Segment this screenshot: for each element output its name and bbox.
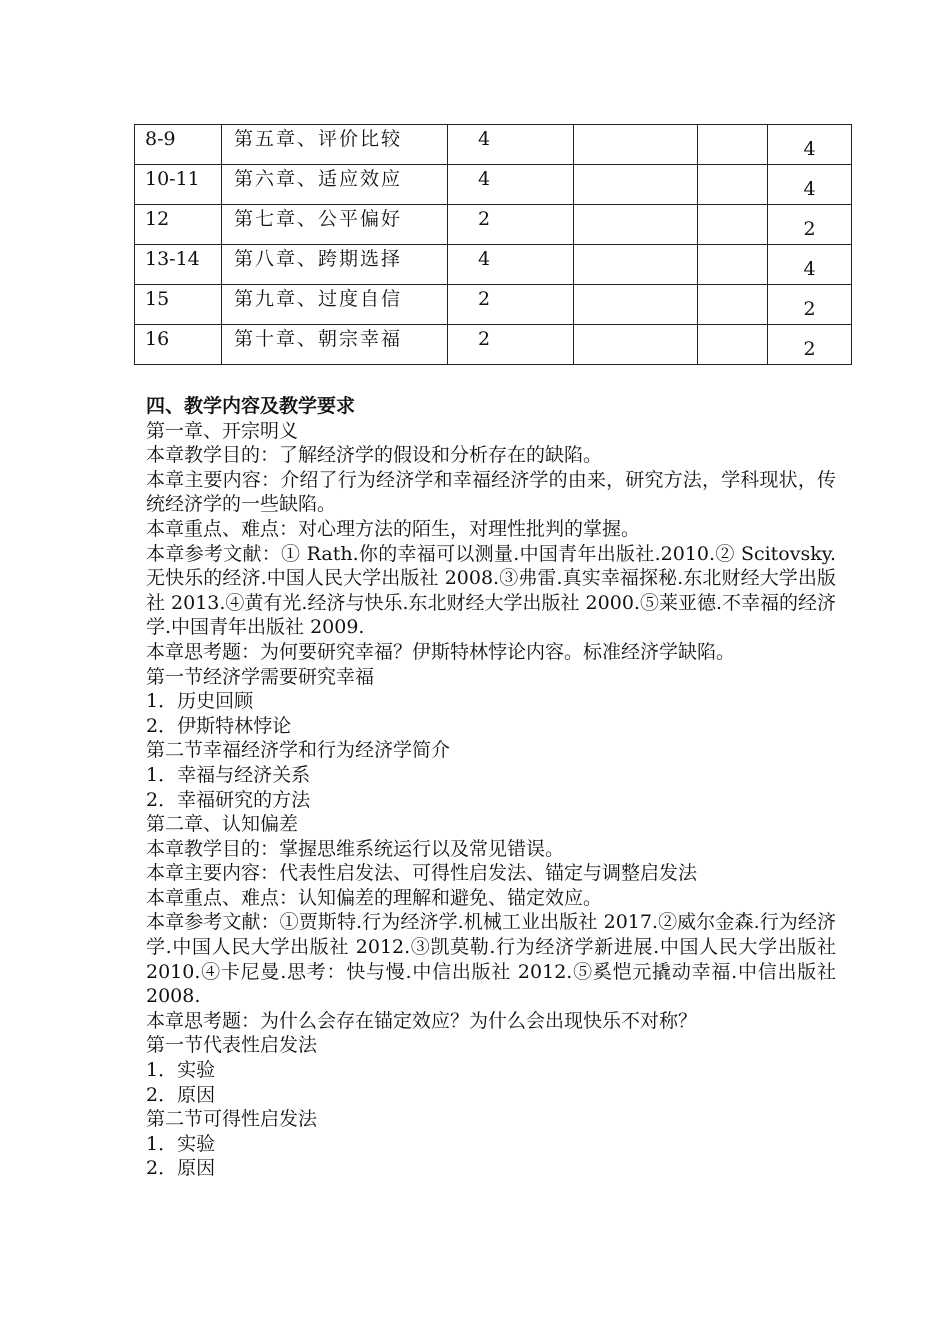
table-row bbox=[135, 205, 852, 245]
hours-cell: 4 bbox=[448, 125, 574, 165]
hours-cell: 4 bbox=[448, 165, 574, 205]
list-item: 1．历史回顾 bbox=[146, 690, 254, 713]
list-item: 2．原因 bbox=[146, 1157, 216, 1180]
empty-cell bbox=[574, 205, 698, 245]
teaching-objective: 本章教学目的：了解经济学的假设和分析存在的缺陷。 bbox=[146, 444, 603, 467]
total-cell: 4 bbox=[768, 245, 852, 285]
table-row bbox=[135, 125, 852, 165]
empty-cell bbox=[698, 125, 768, 165]
total-cell: 4 bbox=[768, 165, 852, 205]
week-cell: 8-9 bbox=[135, 125, 222, 165]
empty-cell bbox=[698, 285, 768, 325]
chapter-cell: 第五章、评价比较 bbox=[222, 125, 448, 165]
week-cell: 15 bbox=[135, 285, 222, 325]
subsection-title: 第二节幸福经济学和行为经济学简介 bbox=[146, 739, 451, 762]
hours-cell: 2 bbox=[448, 205, 574, 245]
table-row bbox=[135, 245, 852, 285]
key-points: 本章重点、难点：对心理方法的陌生，对理性批判的掌握。 bbox=[146, 517, 641, 540]
chapter-title: 第二章、认知偏差 bbox=[146, 813, 299, 836]
table-row bbox=[135, 165, 852, 205]
hours-cell: 4 bbox=[448, 245, 574, 285]
list-item: 2．伊斯特林悖论 bbox=[146, 714, 292, 737]
chapter-cell: 第九章、过度自信 bbox=[222, 285, 448, 325]
total-cell: 2 bbox=[768, 285, 852, 325]
empty-cell bbox=[574, 285, 698, 325]
teaching-objective: 本章教学目的：掌握思维系统运行以及常见错误。 bbox=[146, 837, 565, 860]
empty-cell bbox=[574, 125, 698, 165]
chapter-title: 第一章、开宗明义 bbox=[146, 419, 299, 442]
total-cell: 2 bbox=[768, 205, 852, 245]
hours-cell: 2 bbox=[448, 325, 574, 365]
main-content: 本章主要内容：介绍了行为经济学和幸福经济学的由来，研究方法，学科现状，传统经济学的一些缺陷。 bbox=[146, 468, 836, 516]
list-item: 1．实验 bbox=[146, 1059, 216, 1082]
discussion-questions: 本章思考题：为何要研究幸福？伊斯特林悖论内容。标准经济学缺陷。 bbox=[146, 640, 736, 663]
list-item: 1．幸福与经济关系 bbox=[146, 763, 311, 786]
empty-cell bbox=[698, 245, 768, 285]
empty-cell bbox=[698, 205, 768, 245]
chapter-cell: 第六章、适应效应 bbox=[222, 165, 448, 205]
section-heading: 四、教学内容及教学要求 bbox=[146, 395, 356, 417]
teaching-content bbox=[146, 394, 836, 1181]
total-cell: 4 bbox=[768, 125, 852, 165]
empty-cell bbox=[574, 165, 698, 205]
chapter-cell: 第八章、跨期选择 bbox=[222, 245, 448, 285]
table-row bbox=[135, 325, 852, 365]
subsection-title: 第一节经济学需要研究幸福 bbox=[146, 665, 375, 688]
main-content: 本章主要内容：代表性启发法、可得性启发法、锚定与调整启发法 bbox=[146, 862, 698, 885]
subsection-title: 第二节可得性启发法 bbox=[146, 1108, 318, 1131]
table-row bbox=[135, 285, 852, 325]
chapter-cell: 第七章、公平偏好 bbox=[222, 205, 448, 245]
total-cell: 2 bbox=[768, 325, 852, 365]
list-item: 2．原因 bbox=[146, 1083, 216, 1106]
subsection-title: 第一节代表性启发法 bbox=[146, 1034, 318, 1057]
hours-cell: 2 bbox=[448, 285, 574, 325]
list-item: 1．实验 bbox=[146, 1132, 216, 1155]
references: 本章参考文献：①贾斯特.行为经济学.机械工业出版社 2017.②威尔金森.行为经济学.中国人民大学出版社 2012.③凯莫勒.行为经济学新进展.中国人民大学出版社 2010.④卡尼曼.思考：快与慢.中信出版社 2012.⑤奚恺元撬动幸福.中信出版社 2008. bbox=[146, 911, 836, 1008]
list-item: 2．幸福研究的方法 bbox=[146, 788, 311, 811]
empty-cell bbox=[698, 165, 768, 205]
empty-cell bbox=[574, 325, 698, 365]
discussion-questions: 本章思考题：为什么会存在锚定效应？为什么会出现快乐不对称？ bbox=[146, 1009, 698, 1032]
schedule-table bbox=[134, 124, 852, 365]
week-cell: 13-14 bbox=[135, 245, 222, 285]
key-points: 本章重点、难点：认知偏差的理解和避免、锚定效应。 bbox=[146, 886, 603, 909]
chapter-cell: 第十章、朝宗幸福 bbox=[222, 325, 448, 365]
empty-cell bbox=[574, 245, 698, 285]
week-cell: 10-11 bbox=[135, 165, 222, 205]
empty-cell bbox=[698, 325, 768, 365]
references: 本章参考文献：① Rath.你的幸福可以测量.中国青年出版社.2010.② Scitovsky.无快乐的经济.中国人民大学出版社 2008.③弗雷.真实幸福探秘.东北财经大学出版社 2013.④黄有光.经济与快乐.东北财经大学出版社 2000.⑤莱亚德.不幸福的经济学.中国青年出版社 2009. bbox=[146, 542, 836, 639]
week-cell: 12 bbox=[135, 205, 222, 245]
week-cell: 16 bbox=[135, 325, 222, 365]
